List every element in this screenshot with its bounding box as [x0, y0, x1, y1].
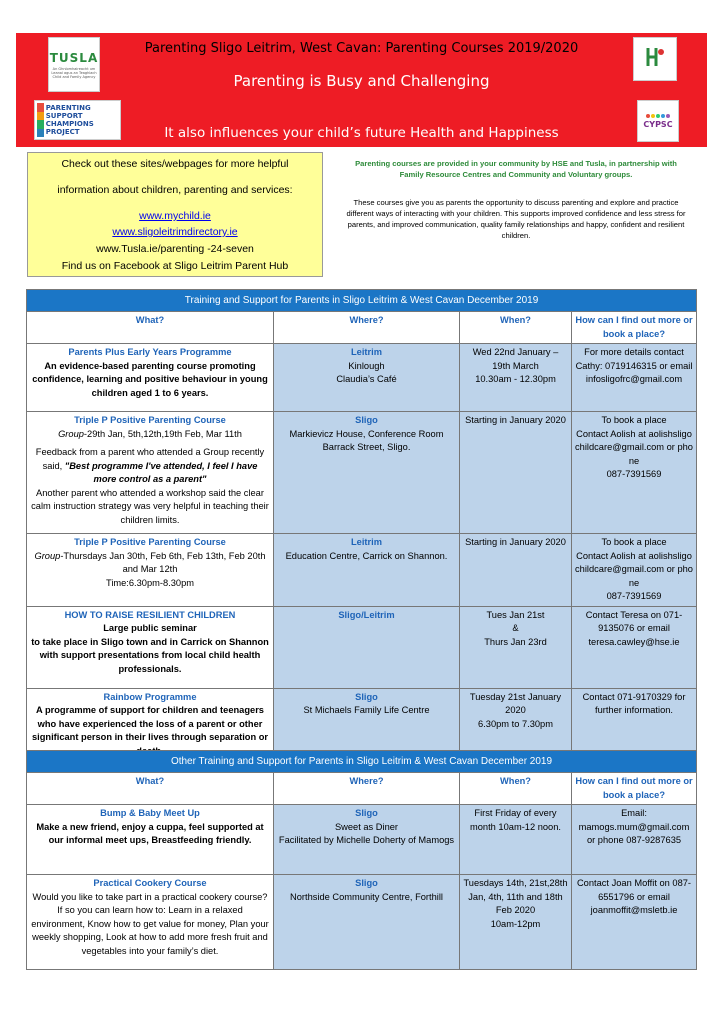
intro-text [345, 158, 687, 241]
course-email[interactable]: teresa.cawley@hse.ie [588, 636, 680, 647]
course-place: Sligo [355, 808, 378, 818]
table-header-row [27, 773, 697, 805]
course-place: Leitrim [351, 347, 382, 357]
other-training-table-title: Other Training and Support for Parents in Sligo Leitrim & West Cavan December 2019 [27, 751, 697, 773]
course-place: Leitrim [351, 537, 382, 547]
course-venue: St Michaels Family Life Centre [303, 705, 430, 715]
intro-green-paragraph: Parenting courses are provided in your community by HSE and Tusla, in partnership with Family Resource Centres and Community and Voluntary groups. [355, 159, 677, 179]
course-venue: Markievicz House, Conference Room [289, 428, 444, 439]
course-date: Starting in January 2020 [465, 415, 566, 425]
course-email[interactable]: Contact Aolish at aolishsligochildcare@gmail.com or phone [575, 428, 693, 466]
course-group: Group-Thursdays Jan 30th, Feb 6th, Feb 13th, Feb 20th and Mar 12th [34, 550, 266, 574]
course-contact: To book a place [601, 537, 667, 547]
table-row [27, 534, 697, 607]
course-desc: Large public seminar [103, 623, 197, 633]
sligoleitrim-directory-link[interactable]: www.sligoleitrimdirectory.ie [112, 226, 238, 238]
course-date: Tuesday 21st January 2020 [469, 691, 562, 715]
col-when: When? [460, 773, 572, 805]
col-what: What? [27, 312, 274, 344]
col-what: What? [27, 773, 274, 805]
training-table [26, 289, 697, 761]
course-desc: Make a new friend, enjoy a cuppa, feel supported at our informal meet ups, Breastfeeding friendly. [36, 821, 264, 845]
header-banner [16, 33, 707, 147]
course-email[interactable]: Contact Aolish at aolishsligochildcare@gmail.com or phone [575, 550, 693, 588]
course-venue: Kinlough [348, 360, 385, 371]
course-desc-2: to take place in Sligo town and in Carrick on Shannon with support presentations from local child health professionals. [31, 636, 269, 674]
table-row [27, 344, 697, 412]
course-contact: For more details contact Cathy: 0719146315 or email [575, 347, 693, 371]
course-desc: A programme of support for children and teenagers who have experienced the loss of a parent or other significant person in their lives through separation or [31, 705, 269, 742]
hse-mark-icon [644, 46, 666, 68]
training-table-title: Training and Support for Parents in Sligo Leitrim & West Cavan December 2019 [27, 290, 697, 312]
cypsc-dots [646, 114, 670, 118]
mychild-link[interactable]: www.mychild.ie [139, 210, 211, 222]
course-title: Practical Cookery Course [93, 878, 207, 888]
course-feedback-2: Another parent who attended a workshop said the clear calm instruction strategy was very helpful in teaching their children limits. [31, 487, 269, 525]
tusla-logo: TUSLA An Ghníomhaireacht um Leanaí agus an Teaghlach Child and Family Agency [48, 37, 100, 92]
course-contact: Contact Teresa on 071-9135076 or email [585, 609, 683, 633]
course-feedback: Feedback from a parent who attended a Group recently said, "Best programme I've attended, I feel I have more control as a parent" [35, 447, 265, 484]
course-desc-2: If so you can learn how to: Learn in a relaxed environment, Know how to get value for money, Plan your weekly shopping, Look at how to add more fresh fruit and vegetables into your family’s diet. [31, 905, 269, 956]
course-title: Parents Plus Early Years Programme [68, 347, 232, 357]
course-group: Group-29th Jan, 5th,12th,19th Feb, Mar 11th [58, 428, 242, 439]
course-date: First Friday of every month 10am-12 noon. [470, 808, 561, 832]
course-venue: Sweet as Diner [334, 821, 399, 832]
course-contact: Contact 071-9170329 for further information. [582, 691, 686, 715]
course-place: Sligo [355, 878, 378, 888]
page-subtitle: Parenting is Busy and Challenging [233, 72, 490, 90]
course-place: Sligo [355, 691, 378, 702]
course-desc: An evidence-based parenting course promoting confidence, learning and positive behaviour in young children aged 1 to 6 years. [32, 360, 268, 398]
pscp-color-blocks [37, 103, 44, 137]
other-training-table [26, 750, 697, 970]
course-place: Sligo [355, 415, 378, 425]
course-date-sep: & [512, 623, 519, 633]
course-date: Wed 22nd January – 19th March [472, 347, 559, 371]
course-contact[interactable]: Contact Joan Moffit on 087-6551796 or email joanmoffit@msletb.ie [576, 878, 692, 915]
hse-logo [633, 37, 677, 81]
course-phone: 087-7391569 [606, 469, 662, 479]
parenting-support-champions-logo: PARENTING SUPPORT CHAMPIONS PROJECT [34, 100, 121, 140]
table-row [27, 412, 697, 534]
course-date: Tues Jan 21st [486, 609, 545, 620]
sites-intro-line1: Check out these sites/webpages for more helpful [61, 158, 289, 170]
course-title: Rainbow Programme [103, 691, 197, 702]
course-venue: Northside Community Centre, Forthill [290, 891, 443, 902]
col-when: When? [460, 312, 572, 344]
course-date: Tuesdays 14th, 21st,28th Jan, 4th, 11th and 18th Feb 2020 [463, 878, 568, 915]
course-time: 6.30pm to 7.30pm [478, 718, 553, 729]
course-date: Thurs Jan 23rd [484, 636, 547, 647]
course-desc: Would you like to take part in a practical cookery course? [32, 891, 268, 902]
table-row [27, 875, 697, 970]
course-phone: 087-7391569 [606, 591, 662, 601]
page-title: Parenting Sligo Leitrim, West Cavan: Parenting Courses 2019/2020 [144, 41, 579, 56]
cypsc-logo: CYPSC [637, 100, 679, 142]
table-row [27, 606, 697, 688]
course-title: Bump & Baby Meet Up [100, 808, 200, 818]
facebook-text: Find us on Facebook at Sligo Leitrim Parent Hub [61, 260, 289, 272]
course-date: Starting in January 2020 [465, 537, 566, 547]
intro-body-paragraph: These courses give you as parents the opportunity to discuss parenting and explore and practice different ways of interacting with your children. This supports improved confidence and less stress for parents, and improved communication, quality family relationships and happy, confident and resilient children. [346, 198, 686, 240]
helpful-sites-box [27, 152, 323, 277]
course-contact: To book a place [601, 415, 667, 425]
col-where: Where? [274, 312, 460, 344]
tusla-parenting-text: www.Tusla.ie/parenting -24-seven [96, 243, 254, 255]
table-header-row [27, 312, 697, 344]
course-title: HOW TO RAISE RESILIENT CHILDREN [64, 609, 236, 620]
sites-intro-line2: information about children, parenting and services: [57, 184, 293, 196]
course-contact: Email: [621, 808, 647, 818]
course-venue: Facilitated by Michelle Doherty of Mamogs [278, 835, 455, 845]
col-how: How can I find out more or book a place? [572, 312, 697, 344]
page-tagline: It also influences your child’s future Health and Happiness [164, 125, 559, 141]
course-title: Triple P Positive Parenting Course [74, 537, 226, 547]
course-time: 10am-12pm [490, 918, 541, 929]
col-where: Where? [274, 773, 460, 805]
course-venue: Barrack Street, Sligo. [322, 442, 411, 452]
course-email[interactable]: mamogs.mum@gmail.com or phone 087-9287635 [578, 821, 690, 845]
course-place: Sligo/Leitrim [338, 609, 395, 620]
course-time: Time:6.30pm-8.30pm [105, 577, 194, 588]
col-how: How can I find out more or book a place? [572, 773, 697, 805]
course-venue: Education Centre, Carrick on Shannon. [285, 550, 448, 561]
course-title: Triple P Positive Parenting Course [74, 415, 226, 425]
course-email[interactable]: infosligofrc@gmail.com [585, 374, 683, 384]
table-row [27, 805, 697, 875]
course-venue: Claudia’s Café [336, 374, 397, 384]
course-time: 10.30am - 12.30pm [475, 374, 556, 384]
